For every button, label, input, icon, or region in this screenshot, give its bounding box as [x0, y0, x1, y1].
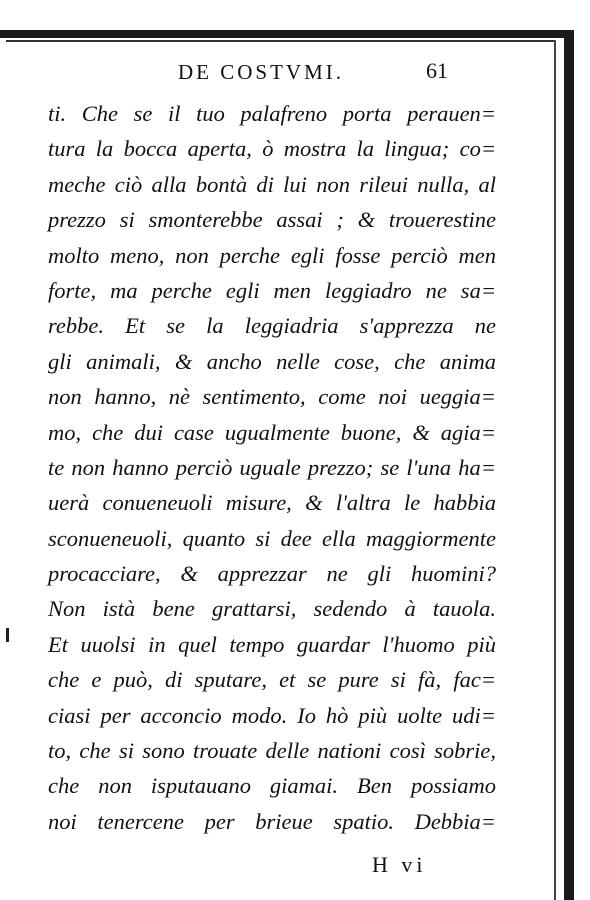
- signature-mark: H vi: [372, 852, 427, 877]
- page-rule-right: [554, 40, 556, 900]
- text-line: te non hanno perciò uguale prezzo; se l'una ha=: [48, 454, 496, 480]
- margin-mark: [6, 628, 9, 642]
- text-line: ti. Che se il tuo palafreno porta perauen=: [48, 101, 496, 126]
- text-line: che e può, di sputare, et se pure si fà, fac=: [48, 667, 496, 693]
- text-line: Non istà bene grattarsi, sedendo à tauola.: [48, 596, 496, 622]
- text-line: procacciare, & apprezzar ne gli huomini?: [48, 561, 496, 587]
- text-line: che non isputauano giamai. Ben possiamo: [48, 773, 496, 799]
- text-line: non hanno, nè sentimento, come noi ueggia=: [48, 384, 496, 410]
- text-line: mo, che dui case ugualmente buone, & agia=: [48, 419, 496, 445]
- text-line: rebbe. Et se la leggiadria s'apprezza ne: [48, 313, 496, 339]
- text-line: tura la bocca aperta, ò mostra la lingua; co=: [48, 136, 496, 162]
- text-line: gli animali, & ancho nelle cose, che anima: [48, 348, 496, 374]
- page-edge-right: [564, 30, 574, 900]
- page-number: 61: [426, 58, 448, 83]
- page-rule-top: [6, 40, 554, 42]
- text-line: sconueneuoli, quanto si dee ella maggiormente: [48, 525, 496, 551]
- text-line: noi tenercene per brieue spatio. Debbia=: [48, 808, 496, 834]
- text-line: ciasi per acconcio modo. Io hò più uolte udi=: [48, 702, 496, 728]
- text-line: uerà conueneuoli misure, & l'altra le habbia: [48, 490, 496, 516]
- text-line: Et uuolsi in quel tempo guardar l'huomo più: [48, 631, 496, 657]
- text-line: prezzo si smonterebbe assai ; & trouerestine: [48, 207, 496, 233]
- text-line: meche ciò alla bontà di lui non rileui nulla, al: [48, 171, 496, 197]
- text-line: to, che si sono trouate delle nationi così sobrie,: [48, 738, 496, 764]
- text-line: forte, ma perche egli men leggiadro ne sa=: [48, 277, 496, 303]
- page-edge-top: [0, 30, 570, 38]
- body-text: [48, 96, 496, 839]
- running-title: DE COSTVMI.: [178, 60, 345, 84]
- page-header: [0, 58, 590, 92]
- text-line: molto meno, non perche egli fosse perciò men: [48, 242, 496, 268]
